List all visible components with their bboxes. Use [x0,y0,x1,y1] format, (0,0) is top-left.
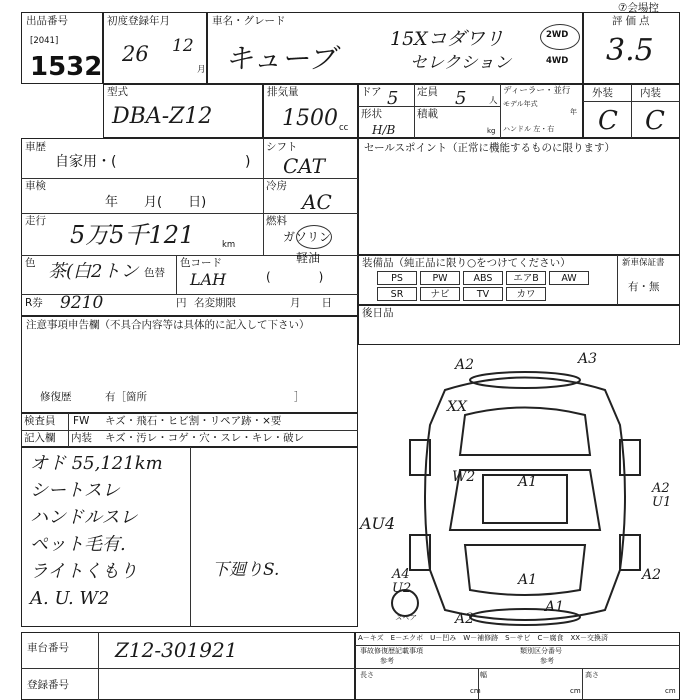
equipment-item: ナビ [420,287,460,301]
shape-value: H/B [372,123,396,137]
carname-label: 車名・グレード [212,15,286,27]
handwritten-note-line: ハンドルスレ [30,507,138,528]
int-label: 内装 [71,432,92,444]
damage-mark-a4-u2: A4 U2 [392,567,412,596]
damage-mark-a2-top: A2 [455,357,475,373]
shape-label: 形状 [361,108,382,120]
inspection-value: 年 月( 日) [105,195,207,210]
displacement-label: 排気量 [267,86,299,98]
fuel-paren: ( ) [266,270,324,284]
equipment-item: AW [549,271,589,285]
car-name: キューブ [225,42,336,75]
height-label: 高さ [585,671,599,679]
damage-mark-w2: W2 [452,469,476,485]
damage-mark-a1-rear: A1 [545,599,565,615]
shift-value: CAT [283,154,325,178]
year-unit: 年 [570,108,577,116]
warranty-value: 有・無 [628,281,660,293]
repair-value: 有［箇所 ］ [105,391,305,403]
name-change-date: 月 日 [290,297,332,309]
ref-label: 参考 [380,657,394,665]
first-reg-year: 26 [122,42,149,66]
yen-unit: 円 [176,297,187,309]
car-outline [375,355,675,640]
kg-unit: kg [487,127,496,135]
exterior-grade: C [598,106,618,136]
interior-label: 内装 [640,87,661,99]
usage-close: ) [245,154,251,170]
repair-cert-label: 事故修復歴記載事項 [360,647,423,655]
grade-line2: セレクション [410,53,512,73]
reg-label: 登録番号 [27,679,69,691]
ac-value: AC [302,190,332,214]
doors-label: ドア [361,86,382,98]
color-swap-label: 色替 [144,267,165,279]
equipment-item: エアB [506,271,546,285]
damage-mark-au4: AU4 [360,514,396,533]
equipment-item: TV [463,287,503,301]
fuel-diesel: 軽油 [296,251,321,265]
mileage-value: 5万5千121 [70,221,195,249]
name-change-label: 名変期限 [194,297,236,309]
damage-mark-a1-hood: A1 [518,474,538,490]
usage-label: 車歴 [25,141,46,153]
sales-points-box [358,138,680,255]
fuel-label: 燃料 [266,215,287,227]
equipment-item: PW [420,271,460,285]
handwritten-note-line: A. U. W2 [30,588,110,609]
doors-value: 5 [387,88,399,109]
inspection-label: 車検 [25,180,46,192]
color-code-label: 色コード [180,257,222,269]
recycle-label: R券 [25,297,43,309]
height-cm: cm [665,687,676,695]
damage-mark-a3-top: A3 [578,351,598,367]
fuel-gas: ガソリン [283,230,332,244]
sales-points-label: セールスポイント（正常に機能するものに限ります） [364,142,616,154]
displacement-value: 1500 [282,106,338,131]
chassis-label: 車台番号 [27,642,69,654]
inspector-label1: 検査員 [24,415,56,427]
color-label: 色 [25,257,36,269]
legend-codes: A－キズ E－エクボ U－凹み W－補修跡 S－サビ C－腐食 XX－交換済 [358,634,609,642]
handwritten-note-line: ペット毛有. [30,534,126,555]
model-value: DBA-Z12 [112,104,213,129]
equipment-item: SR [377,287,417,301]
under-note: 下廻りS. [212,560,280,580]
first-reg-month: 12 [172,36,194,56]
person-unit: 人 [489,96,498,106]
load-label: 積載 [417,108,438,120]
cc-unit: cc [339,123,349,133]
lot-label: 出品番号 [26,15,68,27]
ref-label-2: 参考 [540,657,554,665]
aftermarket-label: 後日品 [362,307,394,319]
damage-mark-a2-bottom: A2 [455,611,475,627]
venue-copy-label: ⑦会場控 [618,2,659,14]
capacity-value: 5 [455,88,467,109]
inspector-label2: 記入欄 [24,432,56,444]
fw-items: キズ・飛石・ヒビ割・リペア跡・×要 [105,415,282,427]
model-year-label: モデル年式 [503,100,538,108]
lot-number: 1532 [30,52,103,82]
damage-mark-a2-u1: A2 U1 [652,481,672,510]
damage-mark-xx: XX [447,399,467,415]
km-unit: km [222,240,236,250]
dealer-label: ディーラー・並行 [503,86,571,96]
width-cm: cm [570,687,581,695]
chassis-value: Z12-301921 [115,638,238,662]
width-label: 幅 [480,671,487,679]
shift-label: シフト [266,141,298,153]
drive-2wd: 2WD [546,30,569,40]
kind-label: 類別区分番号 [520,647,562,655]
damage-mark-spare: スペア [395,614,416,622]
interior-grade: C [645,106,665,136]
handle-label: ハンドル 左・右 [503,125,555,133]
grade-line1: 15Xコダワリ [390,28,504,50]
month-unit: 月 [197,65,206,75]
equipment-item: PS [377,271,417,285]
damage-mark-a1-door: A1 [518,572,538,588]
score-value: 3.5 [606,33,654,68]
length-cm: cm [470,687,481,695]
first-reg-label: 初度登録年月 [107,15,170,27]
ac-label: 冷房 [266,180,287,192]
equipment-item: ABS [463,271,503,285]
equipment-item: カワ [506,287,546,301]
int-items: キズ・汚レ・コゲ・穴・スレ・キレ・破レ [105,432,305,444]
drive-4wd: 4WD [546,56,569,66]
model-label: 型式 [107,86,128,98]
legend-box [355,632,680,700]
recycle-value: 9210 [60,293,104,313]
damage-mark-a2-rear-r: A2 [642,567,662,583]
handwritten-note-line: シートスレ [30,480,120,501]
car-diagram [375,355,675,644]
usage-value: 自家用・( [55,154,117,170]
fuel-gas-circle [296,225,332,249]
lot-code: [2041] [30,36,59,46]
handwritten-note-line: ライトくもり [30,561,138,582]
fw-label: FW [73,415,90,427]
equipment-label: 装備品（純正品に限り○をつけてください） [362,257,571,269]
color-value: 茶(白2トン [48,261,139,282]
mileage-label: 走行 [25,215,46,227]
length-label: 長さ [360,671,374,679]
warranty-label: 新車保証書 [622,258,665,268]
capacity-label: 定員 [417,86,438,98]
aftermarket-box [358,305,680,345]
score-label: 評価点 [612,15,653,27]
notes-label: 注意事項申告欄（不具合内容等は具体的に記入して下さい） [26,319,310,331]
exterior-label: 外装 [592,87,613,99]
repair-label: 修復歴 [40,391,72,403]
color-code-value: LAH [190,270,227,289]
handwritten-note-line: オド 55,121km [30,453,163,474]
